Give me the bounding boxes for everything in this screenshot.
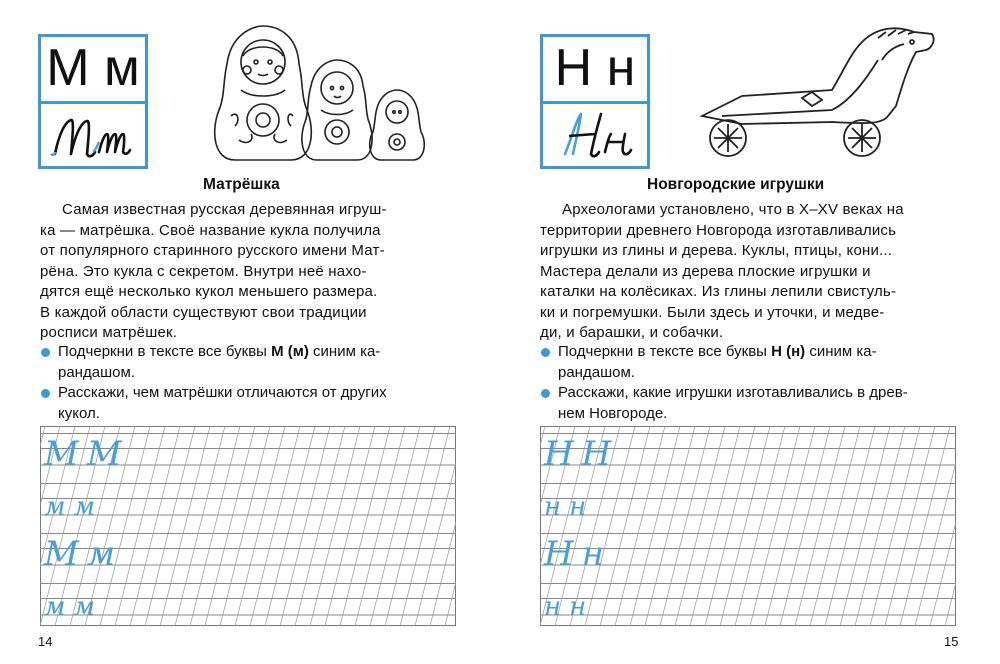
grid-slant-line: [930, 426, 956, 626]
grid-slant-line: [355, 426, 405, 626]
grid-slant-line: [765, 426, 815, 626]
grid-slant-line: [855, 426, 905, 626]
practice-letters: нн: [544, 492, 595, 522]
task-letter: Н (н): [771, 343, 806, 360]
grid-slant-line: [750, 426, 800, 626]
practice-letters: Мм: [44, 534, 124, 574]
practice-letters: ММ: [44, 434, 130, 474]
grid-slant-line: [705, 426, 755, 626]
paragraph-line: ки и погремушки. Были здесь и уточки, и медве-: [540, 303, 885, 321]
grid-slant-line: [370, 426, 420, 626]
grid-slant-line: [660, 426, 710, 626]
letter-card-n: [540, 34, 650, 169]
grid-slant-line: [780, 426, 830, 626]
task-item: [538, 383, 968, 424]
bullet-dot-icon: [41, 389, 50, 398]
grid-slant-line: [840, 426, 890, 626]
paragraph-line: ка — матрёшка. Своё название кукла получила: [40, 221, 381, 239]
copybook-grid: [540, 426, 956, 626]
grid-slant-line: [280, 426, 330, 626]
page-number: 15: [944, 634, 959, 649]
task-text: синим ка-: [308, 343, 381, 360]
section-title: Новгородские игрушки: [647, 176, 825, 193]
paragraph-line: игрушки из глины и дерева. Куклы, птицы, кони...: [540, 242, 893, 259]
bullet-dot-icon: [541, 389, 550, 398]
paragraph-line: ди, и барашки, и собачки.: [540, 324, 724, 341]
paragraph-line: Самая известная русская деревянная игруш-: [62, 201, 387, 218]
page-number: 14: [38, 634, 53, 649]
paragraph-line: В каждой области существуют свои традиции: [40, 303, 367, 321]
paragraph-line: Мастера делали из дерева плоские игрушки и: [540, 262, 871, 280]
grid-slant-line: [630, 426, 680, 626]
letter-card-m: [38, 34, 148, 169]
cursive-n-glyph: [543, 104, 647, 166]
practice-letters: нн: [544, 592, 595, 622]
matryoshka-illustration: [205, 20, 435, 170]
paragraph-line: росписи матрёшек.: [40, 324, 178, 341]
letter-print-m: М м: [46, 39, 140, 97]
practice-letters: мм: [44, 592, 104, 622]
task-letter: М (м): [271, 343, 309, 360]
task-text: Подчеркни в тексте все буквы: [558, 343, 772, 360]
tasks: [538, 342, 968, 424]
grid-slant-line: [615, 426, 665, 626]
copybook-lines: [40, 426, 456, 626]
task-text: Подчеркни в тексте все буквы: [58, 343, 272, 360]
letter-print-n: Н н: [554, 39, 636, 97]
practice-letters: мм: [44, 492, 104, 522]
grid-slant-line: [325, 426, 375, 626]
grid-slant-line: [130, 426, 180, 626]
grid-slant-line: [885, 426, 935, 626]
paragraph-line: рёна. Это кукла с секретом. Внутри неё нахо-: [40, 262, 367, 280]
tasks: [38, 342, 468, 424]
task-text: кукол.: [58, 404, 100, 422]
grid-slant-line: [735, 426, 785, 626]
grid-slant-line: [645, 426, 695, 626]
right-page: [500, 0, 1000, 664]
grid-slant-line: [445, 426, 456, 626]
grid-slant-line: [205, 426, 255, 626]
grid-slant-line: [220, 426, 270, 626]
grid-slant-line: [400, 426, 450, 626]
grid-slant-line: [340, 426, 390, 626]
grid-slant-line: [690, 426, 740, 626]
grid-slant-line: [870, 426, 920, 626]
grid-slant-line: [235, 426, 285, 626]
practice-letters: Нн: [544, 534, 613, 574]
task-item: [38, 342, 468, 383]
paragraph: [540, 200, 970, 344]
grid-slant-line: [795, 426, 845, 626]
horse-toy-illustration: [682, 20, 982, 170]
task-text: синим ка-: [805, 343, 877, 360]
bullet-dot-icon: [41, 348, 50, 357]
copybook-grid: [40, 426, 456, 626]
grid-slant-line: [295, 426, 345, 626]
cursive-m-glyph: [41, 104, 145, 166]
task-text: нем Новгороде.: [558, 404, 668, 422]
grid-slant-line: [430, 426, 456, 626]
grid-slant-line: [945, 426, 956, 626]
practice-letters: НН: [544, 434, 620, 474]
grid-slant-line: [675, 426, 725, 626]
task-text: рандашом.: [558, 363, 635, 381]
grid-slant-line: [810, 426, 860, 626]
grid-slant-line: [145, 426, 195, 626]
grid-slant-line: [310, 426, 360, 626]
grid-slant-line: [250, 426, 300, 626]
copybook-lines: [540, 426, 956, 626]
grid-slant-line: [415, 426, 456, 626]
task-item: [38, 383, 468, 424]
grid-slant-line: [825, 426, 875, 626]
grid-slant-line: [265, 426, 315, 626]
grid-slant-line: [915, 426, 956, 626]
paragraph-line: от популярного старинного русского имени Мат-: [40, 242, 385, 259]
paragraph-line: каталки на колёсиках. Из глины лепили свистуль-: [540, 283, 897, 300]
bullet-dot-icon: [541, 348, 550, 357]
task-text: Расскажи, чем матрёшки отличаются от других: [58, 384, 387, 401]
task-item: [538, 342, 968, 383]
paragraph: [40, 200, 470, 344]
section-title: Матрёшка: [203, 176, 280, 193]
grid-slant-line: [900, 426, 950, 626]
grid-slant-line: [190, 426, 240, 626]
grid-slant-line: [385, 426, 435, 626]
task-text: рандашом.: [58, 363, 135, 381]
grid-slant-line: [720, 426, 770, 626]
paragraph-line: Археологами установлено, что в X–XV веках на: [562, 201, 904, 218]
grid-slant-line: [175, 426, 225, 626]
paragraph-line: территории древнего Новгорода изготавливались: [540, 221, 897, 239]
task-text: Расскажи, какие игрушки изготавливались в древ-: [558, 384, 908, 401]
paragraph-line: дятся ещё несколько кукол меньшего размера.: [40, 283, 378, 300]
grid-slant-line: [160, 426, 210, 626]
